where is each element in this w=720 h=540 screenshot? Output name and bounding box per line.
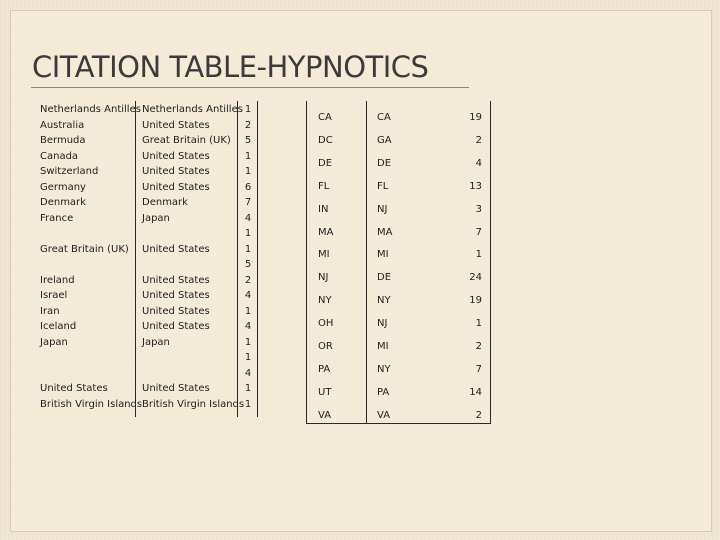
right-table-cell-count: 1 bbox=[475, 249, 482, 261]
left-table-cell-destination: United States bbox=[142, 166, 210, 177]
right-table-cell-destination: MI bbox=[377, 249, 389, 261]
right-table-cell-destination: GA bbox=[377, 134, 392, 146]
left-table-cell-origin: Netherlands Antilles bbox=[40, 104, 141, 115]
left-table-cell-count: 4 bbox=[244, 290, 252, 301]
right-table-cell-origin: DC bbox=[318, 134, 333, 146]
right-table-cell-origin: FL bbox=[318, 180, 330, 192]
left-table-cell-count: 2 bbox=[244, 274, 252, 286]
left-table-cell-count: 1 bbox=[244, 336, 252, 348]
left-table-cell-origin: Iceland bbox=[40, 321, 77, 332]
left-table-cell-destination: Japan bbox=[142, 336, 170, 348]
left-col-divider-1 bbox=[135, 101, 136, 417]
right-table-cell-destination: FL bbox=[377, 180, 389, 192]
right-table-cell-count: 14 bbox=[469, 386, 482, 398]
right-table-cell-count: 7 bbox=[475, 363, 482, 375]
right-table-cell-destination: MA bbox=[377, 226, 393, 238]
right-table-cell-destination: CA bbox=[377, 112, 391, 123]
right-table-cell-destination: NJ bbox=[377, 203, 388, 215]
right-table-cell-destination: DE bbox=[377, 272, 392, 284]
left-table-cell-origin: Canada bbox=[40, 150, 79, 162]
left-table-cell-origin: Japan bbox=[40, 336, 68, 348]
left-table-cell-count: 2 bbox=[244, 119, 252, 131]
left-table-cell-origin: Australia bbox=[40, 119, 85, 131]
left-table-cell-count: 1 bbox=[244, 383, 252, 394]
right-table-cell-origin: OH bbox=[318, 318, 334, 330]
right-table-cell-destination: NJ bbox=[377, 318, 388, 330]
left-table-cell-destination: United States bbox=[142, 119, 210, 131]
right-table-cell-count: 3 bbox=[475, 203, 482, 215]
left-table-cell-count: 1 bbox=[244, 104, 252, 115]
left-table-cell-destination: United States bbox=[142, 321, 210, 332]
left-table-cell-destination: United States bbox=[142, 383, 210, 394]
left-col-divider-2 bbox=[237, 101, 238, 417]
right-table-cell-destination: PA bbox=[377, 386, 390, 398]
left-table-cell-origin: British Virgin Islands bbox=[40, 398, 143, 410]
right-table-cell-origin: DE bbox=[318, 157, 333, 169]
right-table-cell-count: 19 bbox=[469, 295, 482, 307]
right-table-cell-origin: MA bbox=[318, 226, 334, 238]
slide-frame bbox=[10, 10, 712, 532]
left-table-cell-count: 6 bbox=[244, 181, 252, 193]
right-table-cell-origin: NY bbox=[318, 295, 332, 307]
left-table-cell-origin: Great Britain (UK) bbox=[40, 243, 129, 255]
left-table-cell-count: 1 bbox=[244, 228, 252, 239]
left-table-cell-count: 4 bbox=[244, 321, 252, 332]
left-table-cell-destination: British Virgin Islands bbox=[142, 398, 245, 410]
left-table-cell-origin: Switzerland bbox=[40, 166, 99, 177]
left-table-cell-count: 4 bbox=[244, 212, 252, 224]
left-table-right-border bbox=[257, 101, 258, 417]
right-table-left-border bbox=[306, 101, 307, 423]
left-table-cell-origin: Israel bbox=[40, 290, 68, 301]
left-table-cell-count: 1 bbox=[244, 352, 252, 363]
left-table-cell-count: 1 bbox=[244, 305, 252, 317]
slide-title: CITATION TABLE-HYPNOTICS bbox=[32, 50, 429, 84]
left-table-cell-origin: France bbox=[40, 212, 74, 224]
right-table-cell-origin: OR bbox=[318, 341, 333, 352]
right-table-cell-destination: NY bbox=[377, 295, 391, 307]
left-table-cell-origin: Ireland bbox=[40, 274, 75, 286]
right-table-cell-count: 2 bbox=[475, 409, 482, 421]
right-table-cell-destination: MI bbox=[377, 341, 389, 352]
left-table-cell-destination: United States bbox=[142, 181, 210, 193]
right-table-cell-count: 24 bbox=[469, 272, 482, 284]
left-table-cell-destination: Great Britain (UK) bbox=[142, 135, 231, 146]
left-table-cell-count: 7 bbox=[244, 197, 252, 208]
right-table-right-border bbox=[490, 101, 491, 423]
left-table-cell-origin: Germany bbox=[40, 181, 86, 193]
right-table-cell-destination: VA bbox=[377, 409, 391, 421]
left-table-cell-origin: Iran bbox=[40, 305, 60, 317]
right-table-cell-destination: DE bbox=[377, 157, 392, 169]
right-col-divider-1 bbox=[366, 101, 367, 423]
left-table-cell-count: 4 bbox=[244, 367, 252, 379]
right-table-cell-count: 2 bbox=[475, 134, 482, 146]
left-table-cell-destination: United States bbox=[142, 290, 210, 301]
left-table-cell-destination: Denmark bbox=[142, 197, 188, 208]
right-table-cell-origin: IN bbox=[318, 203, 329, 215]
left-table-cell-count: 1 bbox=[244, 166, 252, 177]
right-table-cell-origin: NJ bbox=[318, 272, 329, 284]
right-table-cell-origin: CA bbox=[318, 112, 332, 123]
right-table-cell-count: 2 bbox=[475, 341, 482, 352]
right-table-cell-count: 7 bbox=[475, 226, 482, 238]
left-table-cell-destination: United States bbox=[142, 150, 210, 162]
left-table-cell-count: 1 bbox=[244, 398, 252, 410]
left-table-cell-origin: Bermuda bbox=[40, 135, 86, 146]
left-table-cell-destination: Japan bbox=[142, 212, 170, 224]
right-table-cell-count: 13 bbox=[469, 180, 482, 192]
right-table-cell-count: 19 bbox=[469, 112, 482, 123]
right-table-cell-origin: UT bbox=[318, 386, 332, 398]
left-table-cell-count: 5 bbox=[244, 135, 252, 146]
left-table-cell-count: 5 bbox=[244, 259, 252, 270]
left-table-cell-count: 1 bbox=[244, 150, 252, 162]
left-table-cell-origin: Denmark bbox=[40, 197, 86, 208]
left-table-cell-destination: United States bbox=[142, 243, 210, 255]
left-table-cell-destination: United States bbox=[142, 274, 210, 286]
left-table-cell-origin: United States bbox=[40, 383, 108, 394]
right-table-cell-count: 1 bbox=[475, 318, 482, 330]
right-table-cell-count: 4 bbox=[475, 157, 482, 169]
right-table-cell-origin: PA bbox=[318, 363, 331, 375]
left-table-cell-destination: Netherlands Antilles bbox=[142, 104, 243, 115]
title-underline bbox=[31, 87, 469, 88]
left-table-cell-count: 1 bbox=[244, 243, 252, 255]
right-table-cell-origin: MI bbox=[318, 249, 330, 261]
left-table-cell-destination: United States bbox=[142, 305, 210, 317]
right-table-cell-destination: NY bbox=[377, 363, 391, 375]
right-table-cell-origin: VA bbox=[318, 409, 332, 421]
